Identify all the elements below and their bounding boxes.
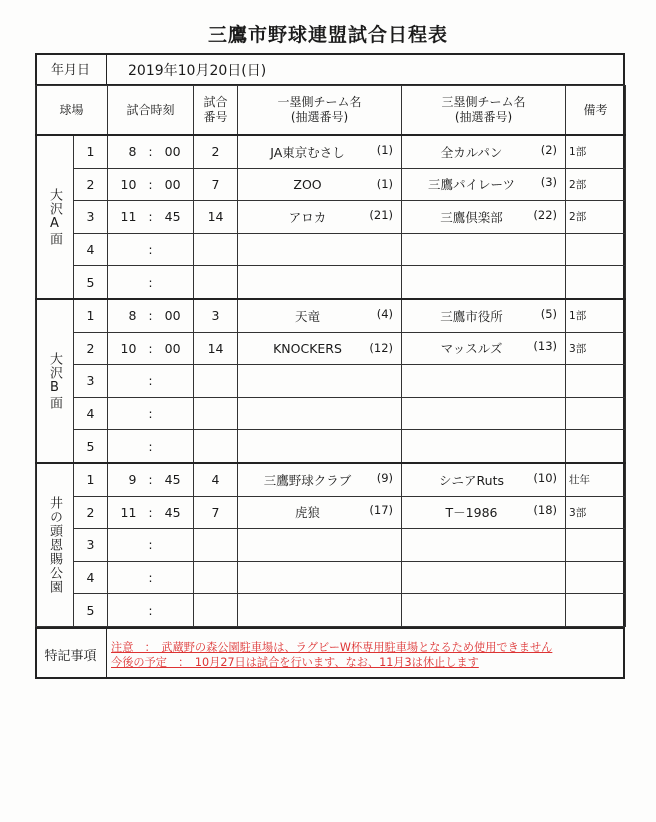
- third-base-team-cell: [402, 397, 566, 430]
- first-base-lot: (1): [376, 142, 394, 157]
- third-base-team-cell: [402, 365, 566, 398]
- remarks: 壮年: [566, 463, 626, 496]
- time-cell: [108, 430, 194, 463]
- time-colon: :: [148, 308, 153, 324]
- first-base-team-cell: [238, 135, 402, 168]
- third-base-lot: (18): [533, 503, 558, 518]
- first-base-lot: (21): [369, 207, 394, 222]
- third-base-team-cell: [402, 266, 566, 299]
- third-base-lot: (2): [540, 142, 558, 157]
- first-base-team-cell: [238, 397, 402, 430]
- match-number: [194, 529, 238, 562]
- game-slot: 3: [74, 365, 108, 398]
- third-base-team-cell: [402, 299, 566, 332]
- date-row: [35, 53, 625, 86]
- remarks: [566, 233, 626, 266]
- schedule-row: [36, 594, 626, 627]
- third-base-team: シニアRuts: [439, 472, 504, 488]
- remarks: [566, 430, 626, 463]
- time-hour: 8: [128, 308, 137, 324]
- first-base-team-cell: [238, 201, 402, 234]
- schedule-row: [36, 529, 626, 562]
- third-base-lot: (13): [533, 339, 558, 354]
- remarks: [566, 594, 626, 627]
- first-base-team-cell: [238, 168, 402, 201]
- schedule-row: [36, 168, 626, 201]
- first-base-team-cell: [238, 463, 402, 496]
- match-number: 7: [194, 168, 238, 201]
- time-cell: [108, 299, 194, 332]
- first-base-team-cell: [238, 561, 402, 594]
- schedule-row: [36, 496, 626, 529]
- first-base-team-cell: [238, 496, 402, 529]
- time-minute: 00: [164, 340, 181, 356]
- time-colon: :: [148, 472, 153, 488]
- game-slot: 4: [74, 233, 108, 266]
- time-colon: :: [148, 438, 153, 454]
- venue-name: 井の頭恩賜公園: [47, 495, 62, 594]
- schedule-row: [36, 430, 626, 463]
- time-minute: 45: [164, 209, 181, 225]
- schedule-row: [36, 332, 626, 365]
- time-minute: [165, 570, 185, 585]
- third-base-team-cell: [402, 430, 566, 463]
- schedule-row: [36, 233, 626, 266]
- schedule-row: [36, 201, 626, 234]
- game-slot: 5: [74, 594, 108, 627]
- remarks: 1部: [566, 299, 626, 332]
- third-base-team-cell: [402, 463, 566, 496]
- time-cell: [108, 201, 194, 234]
- third-base-team: 三鷹市役所: [440, 308, 503, 324]
- third-base-team: 三鷹倶楽部: [440, 209, 503, 225]
- header-first-base: 一塁側チーム名 (抽選番号): [238, 86, 402, 136]
- venue-name-cell: [36, 463, 74, 626]
- time-cell: [108, 397, 194, 430]
- time-hour: [116, 603, 136, 618]
- time-cell: [108, 561, 194, 594]
- time-colon: :: [148, 340, 153, 356]
- time-hour: [116, 406, 136, 421]
- match-number: [194, 397, 238, 430]
- first-base-lot: (17): [369, 503, 394, 518]
- match-number: 3: [194, 299, 238, 332]
- match-number: [194, 561, 238, 594]
- remarks: 2部: [566, 168, 626, 201]
- schedule-row: [36, 463, 626, 496]
- remarks: 3部: [566, 496, 626, 529]
- game-slot: 2: [74, 168, 108, 201]
- schedule-body: [36, 135, 626, 626]
- match-number: 7: [194, 496, 238, 529]
- time-hour: 8: [128, 144, 137, 160]
- third-base-team: 全カルパン: [440, 144, 503, 160]
- third-base-team-cell: [402, 135, 566, 168]
- time-cell: [108, 135, 194, 168]
- header-match-no: 試合 番号: [194, 86, 238, 136]
- time-hour: [116, 275, 136, 290]
- time-hour: 11: [120, 209, 137, 225]
- time-cell: [108, 365, 194, 398]
- time-minute: 45: [164, 472, 181, 488]
- third-base-lot: (10): [533, 470, 558, 485]
- header-remarks: 備考: [566, 86, 626, 136]
- time-hour: [116, 439, 136, 454]
- third-base-team: T－1986: [445, 505, 498, 521]
- time-colon: :: [148, 373, 153, 389]
- note-line-2: 今後の予定 ： 10月27日は試合を行います、なお、11月3は休止します: [111, 656, 479, 669]
- first-base-team-cell: [238, 299, 402, 332]
- time-hour: 9: [128, 472, 137, 488]
- third-base-team-cell: [402, 168, 566, 201]
- time-hour: 10: [120, 340, 137, 356]
- time-minute: [165, 275, 185, 290]
- time-colon: :: [148, 537, 153, 553]
- time-minute: [165, 373, 185, 388]
- time-cell: [108, 332, 194, 365]
- venue-name-cell: [36, 135, 74, 299]
- first-base-team: 虎狼: [295, 505, 321, 521]
- time-hour: 11: [120, 504, 137, 520]
- time-hour: [116, 242, 136, 257]
- time-cell: [108, 266, 194, 299]
- first-base-team: 天竜: [295, 308, 321, 324]
- first-base-team-cell: [238, 233, 402, 266]
- first-base-team: KNOCKERS: [273, 340, 342, 356]
- time-colon: :: [148, 176, 153, 192]
- time-colon: :: [148, 274, 153, 290]
- time-minute: 00: [164, 176, 181, 192]
- notes-label: 特記事項: [35, 629, 107, 679]
- third-base-team-cell: [402, 496, 566, 529]
- schedule-row: [36, 365, 626, 398]
- remarks: 2部: [566, 201, 626, 234]
- first-base-team-cell: [238, 266, 402, 299]
- game-slot: 2: [74, 496, 108, 529]
- time-cell: [108, 233, 194, 266]
- game-slot: 3: [74, 201, 108, 234]
- venue-name-cell: [36, 299, 74, 463]
- match-number: 4: [194, 463, 238, 496]
- third-base-lot: (22): [533, 207, 558, 222]
- time-hour: [116, 570, 136, 585]
- time-cell: [108, 529, 194, 562]
- third-base-team-cell: [402, 594, 566, 627]
- time-colon: :: [148, 242, 153, 258]
- schedule-row: [36, 299, 626, 332]
- schedule-table: [35, 85, 626, 627]
- remarks: [566, 397, 626, 430]
- game-slot: 5: [74, 430, 108, 463]
- match-number: [194, 430, 238, 463]
- match-number: [194, 233, 238, 266]
- remarks: 3部: [566, 332, 626, 365]
- remarks: [566, 266, 626, 299]
- time-hour: 10: [120, 176, 137, 192]
- time-minute: 45: [164, 504, 181, 520]
- remarks: [566, 365, 626, 398]
- header-third-base: 三塁側チーム名 (抽選番号): [402, 86, 566, 136]
- notes-text: [111, 640, 552, 670]
- venue-name: 大沢B面: [47, 351, 62, 410]
- time-cell: [108, 594, 194, 627]
- time-colon: :: [148, 144, 153, 160]
- venue-name: 大沢A面: [47, 187, 62, 246]
- remarks: [566, 529, 626, 562]
- game-slot: 1: [74, 135, 108, 168]
- match-number: 2: [194, 135, 238, 168]
- first-base-team: ZOO: [293, 176, 322, 192]
- game-slot: 4: [74, 397, 108, 430]
- first-base-team-cell: [238, 365, 402, 398]
- third-base-team-cell: [402, 561, 566, 594]
- match-number: [194, 594, 238, 627]
- time-colon: :: [148, 209, 153, 225]
- first-base-team-cell: [238, 594, 402, 627]
- game-slot: 1: [74, 463, 108, 496]
- third-base-lot: (3): [540, 175, 558, 190]
- schedule-row: [36, 135, 626, 168]
- match-number: [194, 365, 238, 398]
- header-time: 試合時刻: [108, 86, 194, 136]
- first-base-team-cell: [238, 430, 402, 463]
- time-colon: :: [148, 504, 153, 520]
- notes-row: [35, 627, 625, 679]
- first-base-team: アロカ: [288, 209, 327, 225]
- game-slot: 5: [74, 266, 108, 299]
- page-title: 三鷹市野球連盟試合日程表: [207, 24, 448, 46]
- match-number: 14: [194, 201, 238, 234]
- time-colon: :: [148, 602, 153, 618]
- match-number: [194, 266, 238, 299]
- date-value: 2019年10月20日(日): [128, 63, 267, 79]
- time-cell: [108, 168, 194, 201]
- header-row: [36, 86, 626, 136]
- time-colon: :: [148, 570, 153, 586]
- first-base-lot: (4): [376, 306, 394, 321]
- game-slot: 1: [74, 299, 108, 332]
- time-minute: [165, 603, 185, 618]
- third-base-team-cell: [402, 201, 566, 234]
- note-line-1: 注意 ： 武蔵野の森公園駐車場は、ラグビーW杯専用駐車場となるため使用できません: [111, 641, 553, 654]
- time-minute: [165, 537, 185, 552]
- first-base-team: 三鷹野球クラブ: [263, 472, 352, 488]
- first-base-team-cell: [238, 529, 402, 562]
- time-minute: [165, 242, 185, 257]
- first-base-lot: (9): [376, 470, 394, 485]
- time-hour: [116, 537, 136, 552]
- third-base-team-cell: [402, 233, 566, 266]
- time-hour: [116, 373, 136, 388]
- schedule-row: [36, 266, 626, 299]
- schedule-row: [36, 561, 626, 594]
- remarks: [566, 561, 626, 594]
- game-slot: 4: [74, 561, 108, 594]
- time-minute: [165, 406, 185, 421]
- date-label: 年月日: [35, 53, 107, 84]
- game-slot: 2: [74, 332, 108, 365]
- time-minute: [165, 439, 185, 454]
- time-cell: [108, 496, 194, 529]
- match-number: 14: [194, 332, 238, 365]
- game-slot: 3: [74, 529, 108, 562]
- time-minute: 00: [164, 308, 181, 324]
- first-base-lot: (1): [376, 176, 394, 191]
- third-base-team-cell: [402, 332, 566, 365]
- third-base-team: マッスルズ: [440, 341, 503, 357]
- first-base-team-cell: [238, 332, 402, 365]
- third-base-team-cell: [402, 529, 566, 562]
- header-venue: 球場: [36, 86, 108, 136]
- schedule-row: [36, 397, 626, 430]
- third-base-team: 三鷹パイレーツ: [428, 177, 516, 193]
- time-colon: :: [148, 406, 153, 422]
- remarks: 1部: [566, 135, 626, 168]
- third-base-lot: (5): [540, 306, 558, 321]
- time-minute: 00: [164, 144, 181, 160]
- time-cell: [108, 463, 194, 496]
- first-base-lot: (12): [369, 340, 394, 355]
- first-base-team: JA東京むさし: [270, 144, 345, 160]
